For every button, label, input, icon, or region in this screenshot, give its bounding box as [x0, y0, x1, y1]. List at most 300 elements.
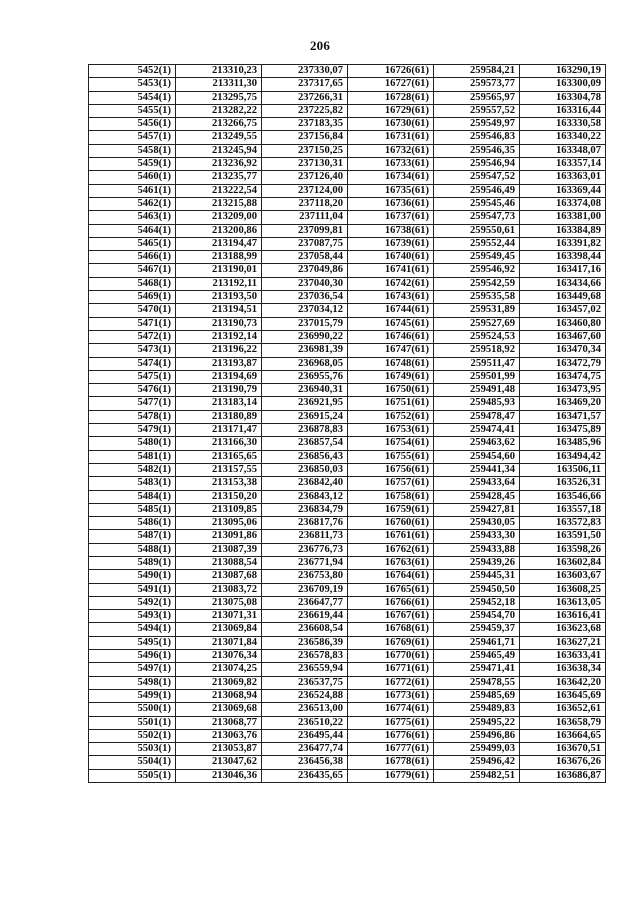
table-row — [89, 570, 606, 583]
table-row — [89, 277, 606, 290]
cell-point-id-left: 5482(1) — [89, 463, 176, 476]
cell-point-id-left: 5474(1) — [89, 357, 176, 370]
cell-y-left: 236495,44 — [262, 729, 348, 742]
cell-y-left: 236850,03 — [262, 463, 348, 476]
cell-x-right: 259433,88 — [434, 543, 520, 556]
cell-point-id-left: 5457(1) — [89, 131, 176, 144]
cell-x-left: 213095,06 — [176, 517, 262, 530]
cell-point-id-left: 5466(1) — [89, 251, 176, 264]
cell-x-left: 213180,89 — [176, 410, 262, 423]
cell-point-id-right: 16738(61) — [348, 224, 434, 237]
cell-x-right: 259428,45 — [434, 490, 520, 503]
cell-point-id-left: 5463(1) — [89, 211, 176, 224]
cell-y-right: 163330,58 — [520, 118, 606, 131]
cell-x-left: 213235,77 — [176, 171, 262, 184]
cell-x-right: 259474,41 — [434, 424, 520, 437]
cell-point-id-right: 16734(61) — [348, 171, 434, 184]
cell-y-right: 163494,42 — [520, 450, 606, 463]
table-row — [89, 410, 606, 423]
cell-point-id-right: 16733(61) — [348, 158, 434, 171]
cell-y-left: 237225,82 — [262, 104, 348, 117]
cell-point-id-right: 16769(61) — [348, 636, 434, 649]
cell-point-id-right: 16763(61) — [348, 556, 434, 569]
cell-x-right: 259584,21 — [434, 65, 520, 78]
cell-point-id-right: 16748(61) — [348, 357, 434, 370]
cell-y-right: 163469,20 — [520, 397, 606, 410]
table-row — [89, 251, 606, 264]
cell-x-left: 213109,85 — [176, 503, 262, 516]
cell-x-left: 213068,77 — [176, 716, 262, 729]
cell-y-right: 163369,44 — [520, 184, 606, 197]
cell-y-left: 237126,40 — [262, 171, 348, 184]
cell-x-left: 213266,75 — [176, 118, 262, 131]
table-row — [89, 131, 606, 144]
cell-point-id-right: 16775(61) — [348, 716, 434, 729]
cell-y-left: 237150,25 — [262, 144, 348, 157]
coordinates-table — [88, 64, 606, 783]
cell-point-id-left: 5473(1) — [89, 344, 176, 357]
cell-point-id-left: 5504(1) — [89, 756, 176, 769]
cell-point-id-left: 5487(1) — [89, 530, 176, 543]
table-row — [89, 211, 606, 224]
table-row — [89, 583, 606, 596]
cell-y-right: 163374,08 — [520, 197, 606, 210]
cell-x-right: 259546,94 — [434, 158, 520, 171]
table-row — [89, 743, 606, 756]
cell-x-right: 259427,81 — [434, 503, 520, 516]
cell-point-id-right: 16757(61) — [348, 477, 434, 490]
cell-y-left: 237130,31 — [262, 158, 348, 171]
cell-point-id-right: 16777(61) — [348, 743, 434, 756]
cell-y-right: 163598,26 — [520, 543, 606, 556]
cell-x-left: 213087,68 — [176, 570, 262, 583]
cell-y-left: 236834,79 — [262, 503, 348, 516]
cell-point-id-right: 16756(61) — [348, 463, 434, 476]
cell-point-id-left: 5460(1) — [89, 171, 176, 184]
table-row — [89, 663, 606, 676]
table-row — [89, 304, 606, 317]
cell-point-id-left: 5485(1) — [89, 503, 176, 516]
cell-x-right: 259441,34 — [434, 463, 520, 476]
cell-point-id-left: 5502(1) — [89, 729, 176, 742]
cell-point-id-left: 5456(1) — [89, 118, 176, 131]
cell-x-left: 213071,84 — [176, 636, 262, 649]
cell-point-id-left: 5497(1) — [89, 663, 176, 676]
cell-point-id-left: 5470(1) — [89, 304, 176, 317]
cell-x-right: 259547,73 — [434, 211, 520, 224]
cell-y-right: 163391,82 — [520, 237, 606, 250]
cell-y-right: 163290,19 — [520, 65, 606, 78]
cell-point-id-right: 16774(61) — [348, 703, 434, 716]
cell-y-left: 236435,65 — [262, 769, 348, 782]
cell-point-id-left: 5480(1) — [89, 437, 176, 450]
cell-x-left: 213069,82 — [176, 676, 262, 689]
cell-y-right: 163658,79 — [520, 716, 606, 729]
table-row — [89, 676, 606, 689]
cell-y-right: 163608,25 — [520, 583, 606, 596]
cell-y-right: 163627,21 — [520, 636, 606, 649]
cell-point-id-right: 16755(61) — [348, 450, 434, 463]
cell-point-id-left: 5468(1) — [89, 277, 176, 290]
cell-y-right: 163363,01 — [520, 171, 606, 184]
cell-point-id-left: 5501(1) — [89, 716, 176, 729]
table-row — [89, 78, 606, 91]
cell-y-left: 236990,22 — [262, 330, 348, 343]
cell-y-right: 163602,84 — [520, 556, 606, 569]
cell-x-left: 213074,25 — [176, 663, 262, 676]
cell-point-id-left: 5490(1) — [89, 570, 176, 583]
cell-y-right: 163316,44 — [520, 104, 606, 117]
cell-x-left: 213071,31 — [176, 610, 262, 623]
cell-x-left: 213063,76 — [176, 729, 262, 742]
cell-point-id-left: 5484(1) — [89, 490, 176, 503]
table-row — [89, 623, 606, 636]
cell-point-id-left: 5498(1) — [89, 676, 176, 689]
cell-point-id-right: 16779(61) — [348, 769, 434, 782]
cell-y-left: 236771,94 — [262, 556, 348, 569]
cell-point-id-left: 5452(1) — [89, 65, 176, 78]
cell-y-right: 163340,22 — [520, 131, 606, 144]
table-row — [89, 517, 606, 530]
cell-y-right: 163470,34 — [520, 344, 606, 357]
cell-y-left: 236856,43 — [262, 450, 348, 463]
cell-y-right: 163526,31 — [520, 477, 606, 490]
cell-x-left: 213069,84 — [176, 623, 262, 636]
cell-y-right: 163467,60 — [520, 330, 606, 343]
cell-point-id-right: 16743(61) — [348, 291, 434, 304]
table-row — [89, 264, 606, 277]
cell-y-left: 236513,00 — [262, 703, 348, 716]
cell-point-id-left: 5469(1) — [89, 291, 176, 304]
cell-x-left: 213194,51 — [176, 304, 262, 317]
cell-x-left: 213157,55 — [176, 463, 262, 476]
cell-x-right: 259463,62 — [434, 437, 520, 450]
cell-y-left: 237317,65 — [262, 78, 348, 91]
table-row — [89, 118, 606, 131]
cell-point-id-left: 5495(1) — [89, 636, 176, 649]
cell-point-id-left: 5461(1) — [89, 184, 176, 197]
table-row — [89, 184, 606, 197]
cell-point-id-right: 16753(61) — [348, 424, 434, 437]
cell-point-id-right: 16758(61) — [348, 490, 434, 503]
cell-y-left: 237266,31 — [262, 91, 348, 104]
cell-y-left: 237124,00 — [262, 184, 348, 197]
cell-point-id-left: 5465(1) — [89, 237, 176, 250]
cell-point-id-right: 16754(61) — [348, 437, 434, 450]
cell-y-right: 163473,95 — [520, 384, 606, 397]
cell-point-id-left: 5455(1) — [89, 104, 176, 117]
cell-x-right: 259454,60 — [434, 450, 520, 463]
cell-y-right: 163633,41 — [520, 650, 606, 663]
cell-point-id-right: 16737(61) — [348, 211, 434, 224]
table-row — [89, 650, 606, 663]
cell-y-left: 236619,44 — [262, 610, 348, 623]
cell-y-left: 236968,05 — [262, 357, 348, 370]
cell-y-left: 236811,73 — [262, 530, 348, 543]
table-row — [89, 490, 606, 503]
cell-x-right: 259542,59 — [434, 277, 520, 290]
cell-point-id-right: 16735(61) — [348, 184, 434, 197]
table-row — [89, 556, 606, 569]
cell-x-left: 213069,68 — [176, 703, 262, 716]
cell-y-left: 237049,86 — [262, 264, 348, 277]
cell-y-right: 163642,20 — [520, 676, 606, 689]
cell-point-id-left: 5483(1) — [89, 477, 176, 490]
cell-y-left: 236940,31 — [262, 384, 348, 397]
cell-y-left: 237015,79 — [262, 317, 348, 330]
cell-y-right: 163652,61 — [520, 703, 606, 716]
cell-x-right: 259499,03 — [434, 743, 520, 756]
table-row — [89, 689, 606, 702]
table-row — [89, 610, 606, 623]
cell-y-right: 163384,89 — [520, 224, 606, 237]
table-row — [89, 91, 606, 104]
cell-x-left: 213183,14 — [176, 397, 262, 410]
cell-x-left: 213194,69 — [176, 370, 262, 383]
cell-x-right: 259485,93 — [434, 397, 520, 410]
cell-point-id-right: 16745(61) — [348, 317, 434, 330]
cell-y-left: 237330,07 — [262, 65, 348, 78]
cell-point-id-right: 16762(61) — [348, 543, 434, 556]
cell-y-left: 236915,24 — [262, 410, 348, 423]
cell-point-id-right: 16744(61) — [348, 304, 434, 317]
cell-y-right: 163457,02 — [520, 304, 606, 317]
table-row — [89, 477, 606, 490]
cell-x-left: 213153,38 — [176, 477, 262, 490]
cell-y-left: 236586,39 — [262, 636, 348, 649]
table-row — [89, 397, 606, 410]
cell-point-id-right: 16772(61) — [348, 676, 434, 689]
cell-point-id-left: 5453(1) — [89, 78, 176, 91]
cell-point-id-left: 5472(1) — [89, 330, 176, 343]
table-row — [89, 65, 606, 78]
cell-y-right: 163664,65 — [520, 729, 606, 742]
cell-y-left: 236559,94 — [262, 663, 348, 676]
table-row — [89, 703, 606, 716]
cell-x-right: 259439,26 — [434, 556, 520, 569]
cell-point-id-right: 16778(61) — [348, 756, 434, 769]
cell-y-left: 237040,30 — [262, 277, 348, 290]
cell-y-right: 163546,66 — [520, 490, 606, 503]
cell-point-id-right: 16771(61) — [348, 663, 434, 676]
cell-x-left: 213075,08 — [176, 596, 262, 609]
table-row — [89, 636, 606, 649]
table-row — [89, 224, 606, 237]
cell-y-right: 163472,79 — [520, 357, 606, 370]
cell-point-id-left: 5493(1) — [89, 610, 176, 623]
cell-y-left: 237118,20 — [262, 197, 348, 210]
cell-y-right: 163591,50 — [520, 530, 606, 543]
cell-y-right: 163572,83 — [520, 517, 606, 530]
cell-y-right: 163623,68 — [520, 623, 606, 636]
table-row — [89, 317, 606, 330]
table-row — [89, 729, 606, 742]
cell-y-right: 163475,89 — [520, 424, 606, 437]
cell-point-id-right: 16766(61) — [348, 596, 434, 609]
cell-point-id-left: 5479(1) — [89, 424, 176, 437]
cell-x-right: 259565,97 — [434, 91, 520, 104]
cell-point-id-right: 16731(61) — [348, 131, 434, 144]
cell-x-left: 213083,72 — [176, 583, 262, 596]
cell-point-id-right: 16726(61) — [348, 65, 434, 78]
table-row — [89, 104, 606, 117]
cell-x-left: 213310,23 — [176, 65, 262, 78]
cell-point-id-left: 5492(1) — [89, 596, 176, 609]
table-row — [89, 370, 606, 383]
table-row — [89, 171, 606, 184]
cell-y-right: 163449,68 — [520, 291, 606, 304]
cell-x-left: 213193,87 — [176, 357, 262, 370]
cell-point-id-right: 16742(61) — [348, 277, 434, 290]
cell-y-left: 236477,74 — [262, 743, 348, 756]
cell-x-right: 259549,97 — [434, 118, 520, 131]
cell-x-left: 213091,86 — [176, 530, 262, 543]
cell-x-left: 213046,36 — [176, 769, 262, 782]
table-row — [89, 291, 606, 304]
cell-x-left: 213194,47 — [176, 237, 262, 250]
cell-point-id-left: 5471(1) — [89, 317, 176, 330]
cell-point-id-right: 16739(61) — [348, 237, 434, 250]
cell-x-right: 259546,49 — [434, 184, 520, 197]
cell-y-right: 163304,78 — [520, 91, 606, 104]
cell-point-id-right: 16751(61) — [348, 397, 434, 410]
cell-x-right: 259535,58 — [434, 291, 520, 304]
cell-x-left: 213076,34 — [176, 650, 262, 663]
cell-y-right: 163485,96 — [520, 437, 606, 450]
cell-x-right: 259550,61 — [434, 224, 520, 237]
cell-y-left: 236608,54 — [262, 623, 348, 636]
cell-point-id-left: 5489(1) — [89, 556, 176, 569]
cell-x-right: 259496,86 — [434, 729, 520, 742]
cell-y-right: 163670,51 — [520, 743, 606, 756]
cell-x-left: 213190,73 — [176, 317, 262, 330]
cell-x-left: 213190,01 — [176, 264, 262, 277]
cell-x-left: 213088,54 — [176, 556, 262, 569]
cell-point-id-right: 16752(61) — [348, 410, 434, 423]
cell-point-id-left: 5454(1) — [89, 91, 176, 104]
table-row — [89, 503, 606, 516]
cell-x-right: 259491,48 — [434, 384, 520, 397]
cell-y-left: 236647,77 — [262, 596, 348, 609]
cell-x-left: 213190,79 — [176, 384, 262, 397]
cell-x-right: 259573,77 — [434, 78, 520, 91]
table-row — [89, 463, 606, 476]
cell-x-right: 259459,37 — [434, 623, 520, 636]
cell-y-right: 163434,66 — [520, 277, 606, 290]
cell-x-left: 213295,75 — [176, 91, 262, 104]
cell-x-left: 213200,86 — [176, 224, 262, 237]
cell-x-left: 213209,00 — [176, 211, 262, 224]
cell-point-id-left: 5500(1) — [89, 703, 176, 716]
cell-y-right: 163676,26 — [520, 756, 606, 769]
cell-y-right: 163603,67 — [520, 570, 606, 583]
page-number: 206 — [309, 38, 331, 53]
cell-point-id-left: 5458(1) — [89, 144, 176, 157]
cell-x-left: 213053,87 — [176, 743, 262, 756]
cell-point-id-right: 16750(61) — [348, 384, 434, 397]
cell-x-right: 259511,47 — [434, 357, 520, 370]
cell-point-id-left: 5462(1) — [89, 197, 176, 210]
cell-point-id-right: 16729(61) — [348, 104, 434, 117]
cell-x-right: 259546,92 — [434, 264, 520, 277]
cell-x-left: 213193,50 — [176, 291, 262, 304]
table-row — [89, 437, 606, 450]
cell-point-id-left: 5478(1) — [89, 410, 176, 423]
cell-y-left: 236524,88 — [262, 689, 348, 702]
cell-x-right: 259524,53 — [434, 330, 520, 343]
cell-y-left: 236817,76 — [262, 517, 348, 530]
cell-y-left: 237036,54 — [262, 291, 348, 304]
cell-y-right: 163348,07 — [520, 144, 606, 157]
cell-y-right: 163557,18 — [520, 503, 606, 516]
cell-y-left: 237034,12 — [262, 304, 348, 317]
table-row — [89, 384, 606, 397]
cell-y-right: 163686,87 — [520, 769, 606, 782]
cell-point-id-right: 16732(61) — [348, 144, 434, 157]
cell-point-id-right: 16747(61) — [348, 344, 434, 357]
cell-y-left: 237099,81 — [262, 224, 348, 237]
cell-x-right: 259450,50 — [434, 583, 520, 596]
cell-point-id-right: 16765(61) — [348, 583, 434, 596]
table-row — [89, 716, 606, 729]
cell-x-left: 213282,22 — [176, 104, 262, 117]
table-row — [89, 769, 606, 782]
cell-point-id-right: 16760(61) — [348, 517, 434, 530]
cell-point-id-left: 5491(1) — [89, 583, 176, 596]
table-row — [89, 357, 606, 370]
cell-point-id-right: 16736(61) — [348, 197, 434, 210]
cell-point-id-left: 5467(1) — [89, 264, 176, 277]
table-row — [89, 424, 606, 437]
cell-y-right: 163638,34 — [520, 663, 606, 676]
table-row — [89, 543, 606, 556]
cell-x-left: 213311,30 — [176, 78, 262, 91]
cell-x-left: 213068,94 — [176, 689, 262, 702]
cell-x-left: 213150,20 — [176, 490, 262, 503]
cell-y-left: 236843,12 — [262, 490, 348, 503]
cell-x-left: 213171,47 — [176, 424, 262, 437]
cell-x-left: 213236,92 — [176, 158, 262, 171]
table-row — [89, 530, 606, 543]
cell-x-right: 259545,46 — [434, 197, 520, 210]
coordinates-table-body — [89, 65, 606, 783]
cell-point-id-right: 16728(61) — [348, 91, 434, 104]
table-row — [89, 158, 606, 171]
cell-x-left: 213245,94 — [176, 144, 262, 157]
cell-x-left: 213249,55 — [176, 131, 262, 144]
cell-x-right: 259433,64 — [434, 477, 520, 490]
cell-x-left: 213192,14 — [176, 330, 262, 343]
cell-y-left: 236578,83 — [262, 650, 348, 663]
cell-point-id-left: 5496(1) — [89, 650, 176, 663]
cell-y-left: 236510,22 — [262, 716, 348, 729]
cell-x-left: 213196,22 — [176, 344, 262, 357]
cell-point-id-left: 5486(1) — [89, 517, 176, 530]
table-row — [89, 197, 606, 210]
cell-y-right: 163645,69 — [520, 689, 606, 702]
cell-point-id-left: 5505(1) — [89, 769, 176, 782]
cell-x-right: 259518,92 — [434, 344, 520, 357]
cell-y-right: 163506,11 — [520, 463, 606, 476]
cell-x-right: 259495,22 — [434, 716, 520, 729]
cell-point-id-right: 16749(61) — [348, 370, 434, 383]
table-row — [89, 756, 606, 769]
table-row — [89, 330, 606, 343]
cell-point-id-right: 16727(61) — [348, 78, 434, 91]
cell-y-right: 163474,75 — [520, 370, 606, 383]
cell-y-left: 236857,54 — [262, 437, 348, 450]
cell-y-left: 236981,39 — [262, 344, 348, 357]
